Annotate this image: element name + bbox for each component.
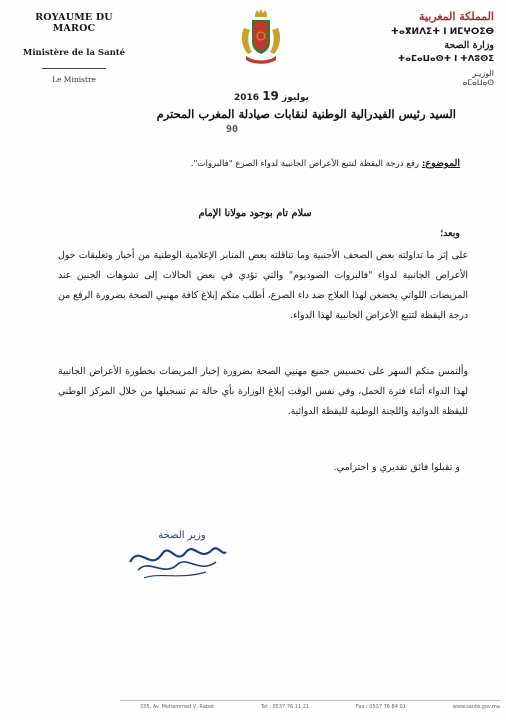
- footer-address: 335, Av. Mohammed V, Rabat: [140, 704, 215, 710]
- subject-line: [60, 158, 460, 169]
- header-left: [14, 12, 134, 84]
- footer-tel: Tel : 0537 76 11 21: [260, 704, 310, 710]
- royal-emblem-icon: [238, 8, 284, 68]
- reference-number: 90: [226, 124, 239, 135]
- header-right: [364, 10, 494, 87]
- footer: [140, 704, 500, 710]
- date-rest: 2016 يوليوز: [234, 93, 309, 103]
- closing-line: و تقبلوا فائق تقديري و احترامي.: [333, 462, 460, 473]
- minister-title-fr: Le Ministre: [52, 75, 96, 84]
- body-paragraph-2: وألتمس منكم السهر على تحسيس جميع مهنيي الصحة بضرورة إخبار المريضات بخطورة الأعراض الجانبية لهذا الدواء أثناء فترة الحمل، وفي نفس الوقت إبلاغ الوزارة بأي حالة تم تسجيلها من خلال المركز الوطني لليقظة الدوائية واللجنة الوطنية لليقظة الدوائية.: [58, 366, 468, 417]
- ministry-title-fr: Ministère de la Santé: [22, 48, 126, 58]
- ministry-title-ar: وزارة الصحة: [444, 40, 494, 51]
- minister-title-tifinagh: ⴰⵎⴰⵡⴰⵙ: [462, 78, 494, 87]
- subject-label: الموضوع:: [421, 158, 460, 169]
- letter-date: [234, 89, 309, 103]
- after-greeting: وبعد؛: [440, 228, 460, 239]
- date-day: 19: [262, 89, 279, 103]
- minister-title-ar: الوزيـر: [472, 69, 494, 78]
- ministry-title-tifinagh: ⵜⴰⵎⴰⵡⴰⵙⵜ ⵏ ⵜⴷⵓⵙⵉ: [397, 54, 494, 64]
- body-paragraph-1: على إثر ما تداولته بعض الصحف الأجنبية وما تناقلته بعض المنابر الإعلامية الوطنية من أخبار وتعليقات حول الأعراض الجانبية لدواء "فالبروات الصوديوم" والتي تؤدي في بعض الحالات إلى تشوهات الجنين عند المريضات اللواتي يخضعن لهذا العلاج ضد داء الصرع، أطلب منكم إبلاغ كافة مهنيي الصحة بضرورة الرفع من درجة اليقظة لتتبع الأعراض الجانبية لهذا الدواء.: [58, 250, 468, 321]
- recipient-line: السيد رئيس الفيدرالية الوطنية لنقابات صيادلة المغرب المحترم: [156, 107, 456, 121]
- footer-divider: [120, 700, 500, 701]
- subject-text: رفع درجة اليقظة لتتبع الأعراض الجانبية لدواء الصرع "فالبروات".: [190, 159, 420, 169]
- footer-fax: Fax : 0537 76 84 01: [355, 704, 406, 710]
- kingdom-title-tifinagh: ⵜⴰⴳⵍⴷⵉⵜ ⵏ ⵍⵎⵖⵔⵉⴱ: [390, 27, 494, 37]
- greeting: سلام تام بوجود مولانا الإمام: [198, 208, 312, 219]
- footer-web: www.sante.gov.ma: [452, 704, 500, 710]
- kingdom-title-fr: ROYAUME DU MAROC: [35, 12, 113, 34]
- stamp-text: وزير الصحة: [158, 530, 206, 541]
- header-divider: [42, 68, 106, 69]
- signature-stamp: [120, 522, 230, 584]
- kingdom-title-ar: المملكة المغربية: [419, 10, 494, 23]
